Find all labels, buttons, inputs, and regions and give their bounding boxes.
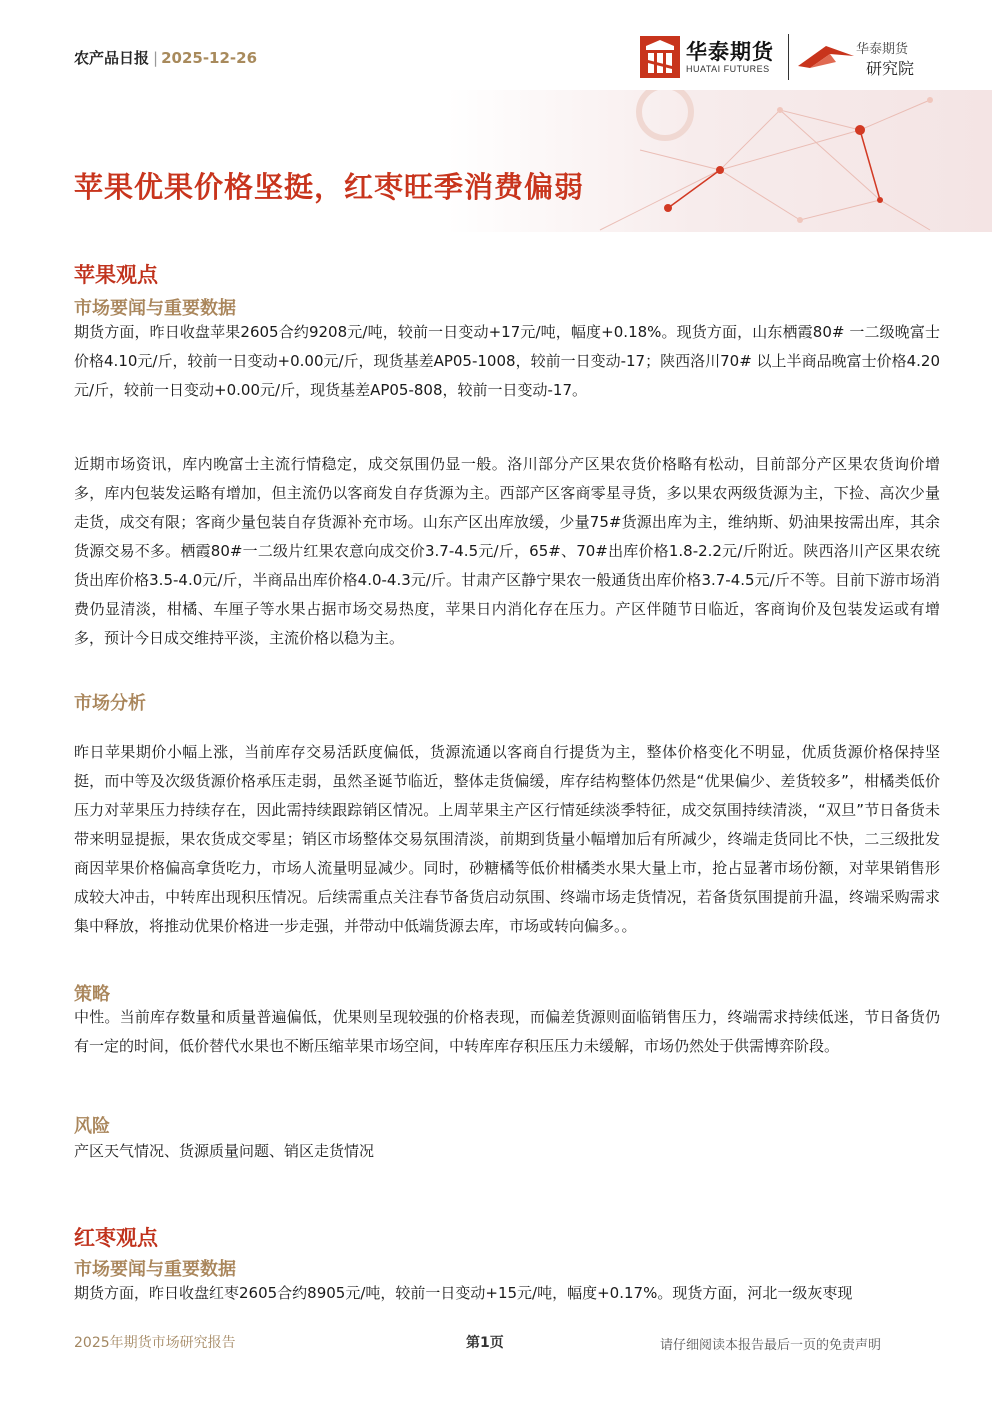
- jujube-news-heading: 市场要闻与重要数据: [74, 1259, 236, 1280]
- apple-strategy-heading: 策略: [74, 984, 110, 1005]
- apple-analysis-paragraph: 昨日苹果期价小幅上涨，当前库存交易活跃度偏低，货源流通以客商自行提货为主，整体价格变化不明显，优质货源价格保持坚挺，而中等及次级货源价格承压走弱，虽然圣诞节临近，整体走货偏缓，库存结构整体仍然是“优果偏少、差货较多”，柑橘类低价压力对苹果压力持续存在，因此需持续跟踪销区情况。上周苹果主产区行情延续淡季特征，成交氛围持续清淡，“双旦”节日备货未带来明显提振，果农货成交零星；销区市场整体交易氛围清淡，前期到货量小幅增加后有所减少，终端走货同比不快，二三级批发商因苹果价格偏高拿货吃力，市场人流量明显减少。同时，砂糖橘等低价柑橘类水果大量上市，抢占显著市场份额，对苹果销售形成较大冲击，中转库出现积压情况。后续需重点关注春节备货启动氛围、终端市场走货情况，若备货氛围提前升温，终端采购需求集中释放，将推动优果价格进一步走强，并带动中低端货源去库，市场或转向偏多。。: [74, 743, 940, 935]
- apple-news-heading: 市场要闻与重要数据: [74, 298, 236, 319]
- institute-name: 华泰期货: [856, 42, 909, 57]
- report-date: 2025-12-26: [161, 49, 258, 67]
- apple-analysis-heading: 市场分析: [74, 693, 146, 714]
- brand-name-cn: 华泰期货: [686, 40, 774, 64]
- brand-name-en: HUATAI FUTURES: [686, 64, 770, 74]
- jujube-section-heading: 红枣观点: [74, 1226, 158, 1250]
- institute-logo-icon: [796, 40, 856, 72]
- apple-section-heading: 苹果观点: [74, 263, 158, 287]
- page-footer: [0, 1318, 992, 1403]
- page-number: 第1页: [466, 1335, 504, 1351]
- report-header: [74, 46, 257, 70]
- title-banner: [0, 90, 992, 232]
- company-logo: [640, 34, 940, 82]
- network-decoration: [0, 90, 992, 232]
- institute-subname: 研究院: [866, 59, 915, 78]
- huatai-logo-icon: [640, 36, 680, 78]
- apple-risk-paragraph: 产区天气情况、货源质量问题、销区走货情况: [74, 1142, 375, 1160]
- report-title: 苹果优果价格坚挺，红枣旺季消费偏弱: [74, 170, 585, 204]
- footer-report-name: 2025年期货市场研究报告: [74, 1335, 236, 1351]
- apple-strategy-paragraph: 中性。当前库存数量和质量普遍偏低，优果则呈现较强的价格表现，而偏差货源则面临销售压力，终端需求持续低迷，节日备货仍有一定的时间，低价替代水果也不断压缩苹果市场空间，中转库库存积压压力未缓解，市场仍然处于供需博弈阶段。: [74, 1008, 940, 1055]
- header-separator: |: [153, 49, 159, 67]
- apple-news-paragraph-2: 近期市场资讯，库内晚富士主流行情稳定，成交氛围仍显一般。洛川部分产区果农货价格略有松动，目前部分产区果农货询价增多，库内包装发运略有增加，但主流仍以客商发自存货源为主。西部产区客商零星寻货，多以果农两级货源为主，下捡、高次少量走货，成交有限；客商少量包装自存货源补充市场。山东产区出库放缓，少量75#货源出库为主，维纳斯、奶油果按需出库，其余货源交易不多。栖霞80#一二级片红果农意向成交价3.7-4.5元/斤，65#、70#出库价格1.8-2.2元/斤附近。陕西洛川产区果农统货出库价格3.5-4.0元/斤，半商品出库价格4.0-4.3元/斤。甘肃产区静宁果农一般通货出库价格3.7-4.5元/斤不等。目前下游市场消费仍显清淡，柑橘、车厘子等水果占据市场交易热度，苹果日内消化存在压力。产区伴随节日临近，客商询价及包装发运或有增多，预计今日成交维持平淡，主流价格以稳为主。: [74, 455, 940, 647]
- disclaimer-notice: 请仔细阅读本报告最后一页的免责声明: [660, 1338, 882, 1353]
- apple-risk-heading: 风险: [74, 1116, 110, 1137]
- jujube-news-paragraph-1: 期货方面，昨日收盘红枣2605合约8905元/吨，较前一日变动+15元/吨，幅度+0.17%。现货方面，河北一级灰枣现: [74, 1284, 853, 1302]
- apple-news-paragraph-1: 期货方面，昨日收盘苹果2605合约9208元/吨，较前一日变动+17元/吨，幅度+0.18%。现货方面，山东栖霞80# 一二级晚富士价格4.10元/斤，较前一日变动+0.00元/斤，现货基差AP05-1008，较前一日变动-17；陕西洛川70# 以上半商品晚富士价格4.20元/斤，较前一日变动+0.00元/斤，现货基差AP05-808，较前一日变动-17。: [74, 323, 940, 399]
- logo-divider: [788, 34, 789, 80]
- report-type: 农产品日报: [74, 49, 150, 67]
